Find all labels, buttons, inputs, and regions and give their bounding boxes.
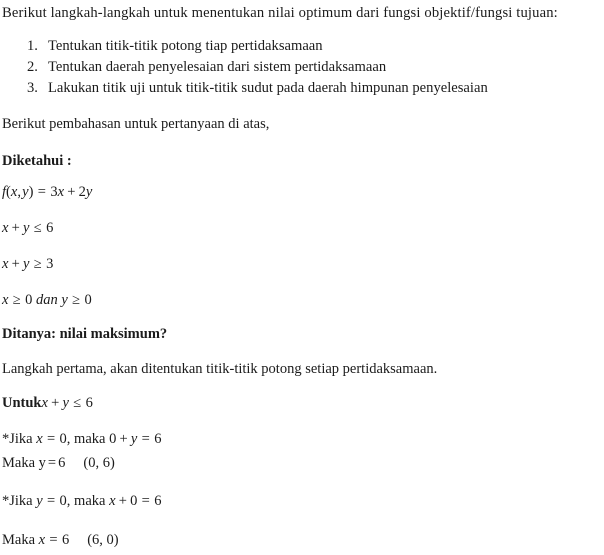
equals-sign: = [47, 455, 57, 471]
greater-equal-sign: ≥ [72, 292, 81, 308]
result-1-line [2, 456, 115, 471]
less-equal-sign: ≤ [73, 395, 82, 411]
coordinate-point: (0, 6) [83, 455, 115, 471]
list-item-number: 2. [27, 59, 38, 75]
variable-x: x [10, 184, 18, 200]
variable-y: y [61, 292, 68, 308]
result-value: 6 [58, 455, 66, 471]
open-paren: ( [6, 184, 11, 200]
case-2-line [2, 494, 161, 509]
plus-sign: + [67, 184, 76, 200]
variable-y: y [62, 395, 69, 411]
case-result: 6 [154, 493, 162, 509]
coefficient-3: 3 [50, 184, 58, 200]
plus-sign: + [11, 256, 20, 272]
untuk-heading [2, 396, 93, 411]
variable-x: x [2, 256, 9, 272]
variable-x: x [36, 431, 43, 447]
variable-x: x [38, 532, 46, 548]
variable-y: y [38, 455, 46, 471]
coefficient-2: 2 [78, 184, 86, 200]
equals-sign: = [47, 493, 56, 509]
constraint-value: 6 [46, 220, 54, 236]
plus-sign: + [119, 431, 128, 447]
intro-paragraph: Berikut langkah-langkah untuk menentukan nilai optimum dari fungsi objektif/fungsi tujuan: [2, 5, 558, 21]
variable-x: x [109, 493, 116, 509]
term-y: y [85, 184, 93, 200]
equals-sign: = [49, 532, 58, 548]
constraint-value: 3 [46, 256, 54, 272]
variable-x: x [2, 292, 9, 308]
case-marker: *Jika [2, 493, 33, 509]
greater-equal-sign: ≥ [33, 256, 42, 272]
untuk-label: Untuk [2, 395, 42, 411]
first-step-paragraph: Langkah pertama, akan ditentukan titik-titik potong setiap pertidaksamaan. [2, 361, 438, 377]
constraint-2 [2, 257, 53, 272]
close-paren: ) [28, 184, 34, 200]
term-x: x [57, 184, 64, 200]
equals-sign: = [47, 431, 56, 447]
comma: , [17, 184, 21, 200]
plus-sign: + [51, 395, 60, 411]
list-item-number: 3. [27, 80, 38, 96]
result-2-line [2, 533, 119, 548]
case-result: 6 [154, 431, 162, 447]
conjunction-dan: dan [35, 292, 58, 308]
variable-y: y [130, 431, 138, 447]
list-item-label: Tentukan daerah penyelesaian dari sistem pertidaksamaan [48, 59, 387, 75]
nonnegativity-constraint [2, 293, 92, 308]
equals-sign: = [141, 431, 150, 447]
maka-label: Maka [2, 532, 36, 548]
plus-sign: + [11, 220, 20, 236]
lead-in-paragraph: Berikut pembahasan untuk pertanyaan di atas, [2, 116, 270, 132]
coordinate-point: (6, 0) [87, 532, 119, 548]
constraint-1 [2, 221, 53, 236]
maka-label: maka [74, 493, 106, 509]
plus-sign: + [118, 493, 127, 509]
result-value: 6 [61, 532, 70, 548]
case-1-line [2, 432, 161, 447]
case-value: 0, [59, 493, 71, 509]
term-zero: 0 [109, 431, 117, 447]
equals-sign: = [141, 493, 150, 509]
maka-label: Maka [2, 455, 36, 471]
greater-equal-sign: ≥ [12, 292, 21, 308]
less-equal-sign: ≤ [33, 220, 42, 236]
variable-y: y [22, 184, 29, 200]
list-item-label: Lakukan titik uji untuk titik-titik sudut pada daerah himpunan penyelesaian [48, 80, 488, 96]
objective-function [2, 185, 92, 200]
equals-sign: = [37, 184, 46, 200]
variable-x: x [41, 395, 48, 411]
maka-label: maka [74, 431, 106, 447]
case-value: 0, [59, 431, 71, 447]
case-marker: *Jika [2, 431, 33, 447]
variable-y: y [23, 220, 30, 236]
zero-value: 0 [25, 292, 33, 308]
constraint-value: 6 [85, 395, 93, 411]
zero-value: 0 [84, 292, 92, 308]
known-heading: Diketahui : [2, 153, 72, 169]
variable-y: y [36, 493, 43, 509]
term-zero: 0 [130, 493, 138, 509]
list-item-number: 1. [27, 38, 38, 54]
function-name: f [2, 184, 7, 200]
variable-x: x [2, 220, 9, 236]
variable-y: y [23, 256, 30, 272]
asked-heading: Ditanya: nilai maksimum? [2, 326, 168, 342]
list-item-label: Tentukan titik-titik potong tiap pertidaksamaan [48, 38, 323, 54]
